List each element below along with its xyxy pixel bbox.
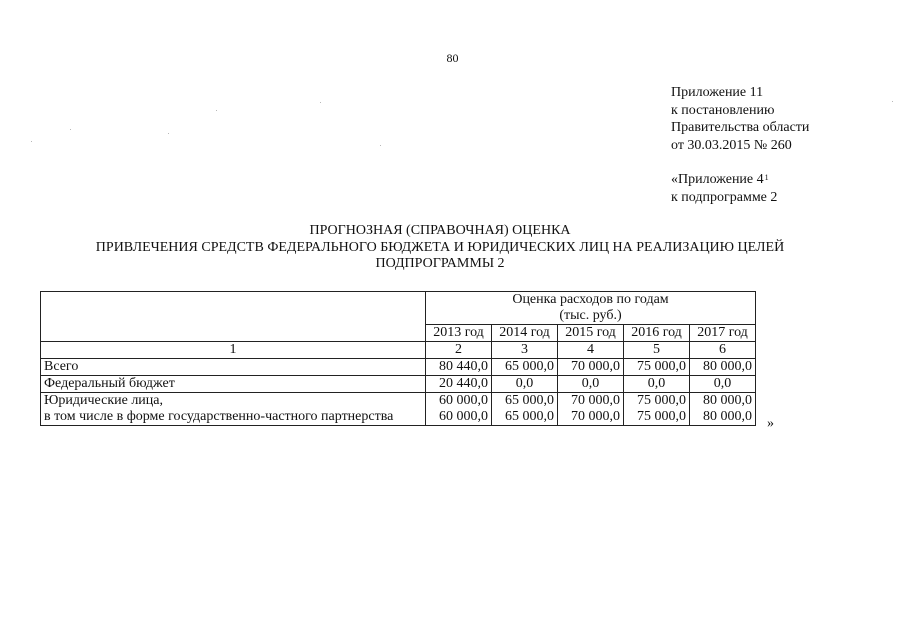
annex-sub-main: «Приложение 4: [671, 172, 764, 187]
table-row: [41, 359, 756, 376]
value-cell: 65 000,0: [492, 359, 558, 376]
row-label: Федеральный бюджет: [41, 376, 426, 393]
title-line: ПРОГНОЗНАЯ (СПРАВОЧНАЯ) ОЦЕНКА: [309, 223, 571, 238]
table-row: [41, 393, 756, 410]
blank-header-cell: [41, 292, 426, 309]
annex-sub-superscript: 1: [764, 173, 769, 182]
annex-subheader: [671, 171, 777, 206]
table-row: [41, 409, 756, 426]
annex-sub-line: к подпрограмме 2: [671, 189, 778, 205]
year-cell: 2016 год: [624, 325, 690, 342]
value-cell: 0,0: [492, 376, 558, 393]
blank-header-cell: [41, 308, 426, 325]
column-number-row: [41, 342, 756, 359]
row-label: Юридические лица,: [41, 393, 426, 410]
scan-speck: [216, 110, 217, 111]
value-cell: 75 000,0: [624, 359, 690, 376]
scan-speck: [892, 101, 893, 102]
value-cell: 70 000,0: [558, 393, 624, 410]
table-header-row: [41, 292, 756, 309]
document-title: [40, 223, 840, 273]
column-number-cell: 2: [426, 342, 492, 359]
annex-line: от 30.03.2015 № 260: [671, 137, 792, 153]
group-header-cell: Оценка расходов по годам: [426, 292, 756, 309]
column-number-cell: 4: [558, 342, 624, 359]
unit-cell: (тыс. руб.): [426, 308, 756, 325]
value-cell: 80 000,0: [690, 409, 756, 426]
scan-speck: [320, 102, 321, 103]
annex-sub-line: [671, 171, 777, 189]
year-cell: 2017 год: [690, 325, 756, 342]
annex-line: к постановлению: [671, 102, 775, 118]
year-cell: 2015 год: [558, 325, 624, 342]
column-number-cell: 5: [624, 342, 690, 359]
table-row: [41, 376, 756, 393]
value-cell: 75 000,0: [624, 409, 690, 426]
scan-speck: [31, 141, 32, 142]
annex-line: Правительства области: [671, 120, 810, 135]
row-label: Всего: [41, 359, 426, 376]
value-cell: 70 000,0: [558, 409, 624, 426]
value-cell: 0,0: [624, 376, 690, 393]
year-cell: 2014 год: [492, 325, 558, 342]
value-cell: 60 000,0: [426, 409, 492, 426]
year-header-row: [41, 325, 756, 342]
column-number-cell: 6: [690, 342, 756, 359]
value-cell: 70 000,0: [558, 359, 624, 376]
closing-quote: »: [767, 416, 774, 431]
column-number-cell: 1: [41, 342, 426, 359]
forecast-table: [40, 291, 756, 426]
value-cell: 75 000,0: [624, 393, 690, 410]
value-cell: 20 440,0: [426, 376, 492, 393]
blank-header-cell: [41, 325, 426, 342]
row-label: в том числе в форме государственно-частного партнерства: [41, 409, 426, 426]
value-cell: 0,0: [558, 376, 624, 393]
title-line: ПОДПРОГРАММЫ 2: [375, 256, 505, 271]
page-number: 80: [446, 51, 459, 65]
column-number-cell: 3: [492, 342, 558, 359]
annex-header: [671, 84, 809, 154]
value-cell: 0,0: [690, 376, 756, 393]
year-cell: 2013 год: [426, 325, 492, 342]
scan-speck: [70, 129, 71, 130]
value-cell: 80 000,0: [690, 393, 756, 410]
value-cell: 80 000,0: [690, 359, 756, 376]
scan-speck: [168, 133, 169, 134]
value-cell: 60 000,0: [426, 393, 492, 410]
scan-speck: [380, 145, 381, 146]
annex-line: Приложение 11: [671, 85, 764, 100]
value-cell: 65 000,0: [492, 393, 558, 410]
value-cell: 80 440,0: [426, 359, 492, 376]
title-line: ПРИВЛЕЧЕНИЯ СРЕДСТВ ФЕДЕРАЛЬНОГО БЮДЖЕТА И ЮРИДИЧЕСКИХ ЛИЦ НА РЕАЛИЗАЦИЮ ЦЕЛЕЙ: [95, 239, 785, 255]
value-cell: 65 000,0: [492, 409, 558, 426]
table-header-row: [41, 308, 756, 325]
